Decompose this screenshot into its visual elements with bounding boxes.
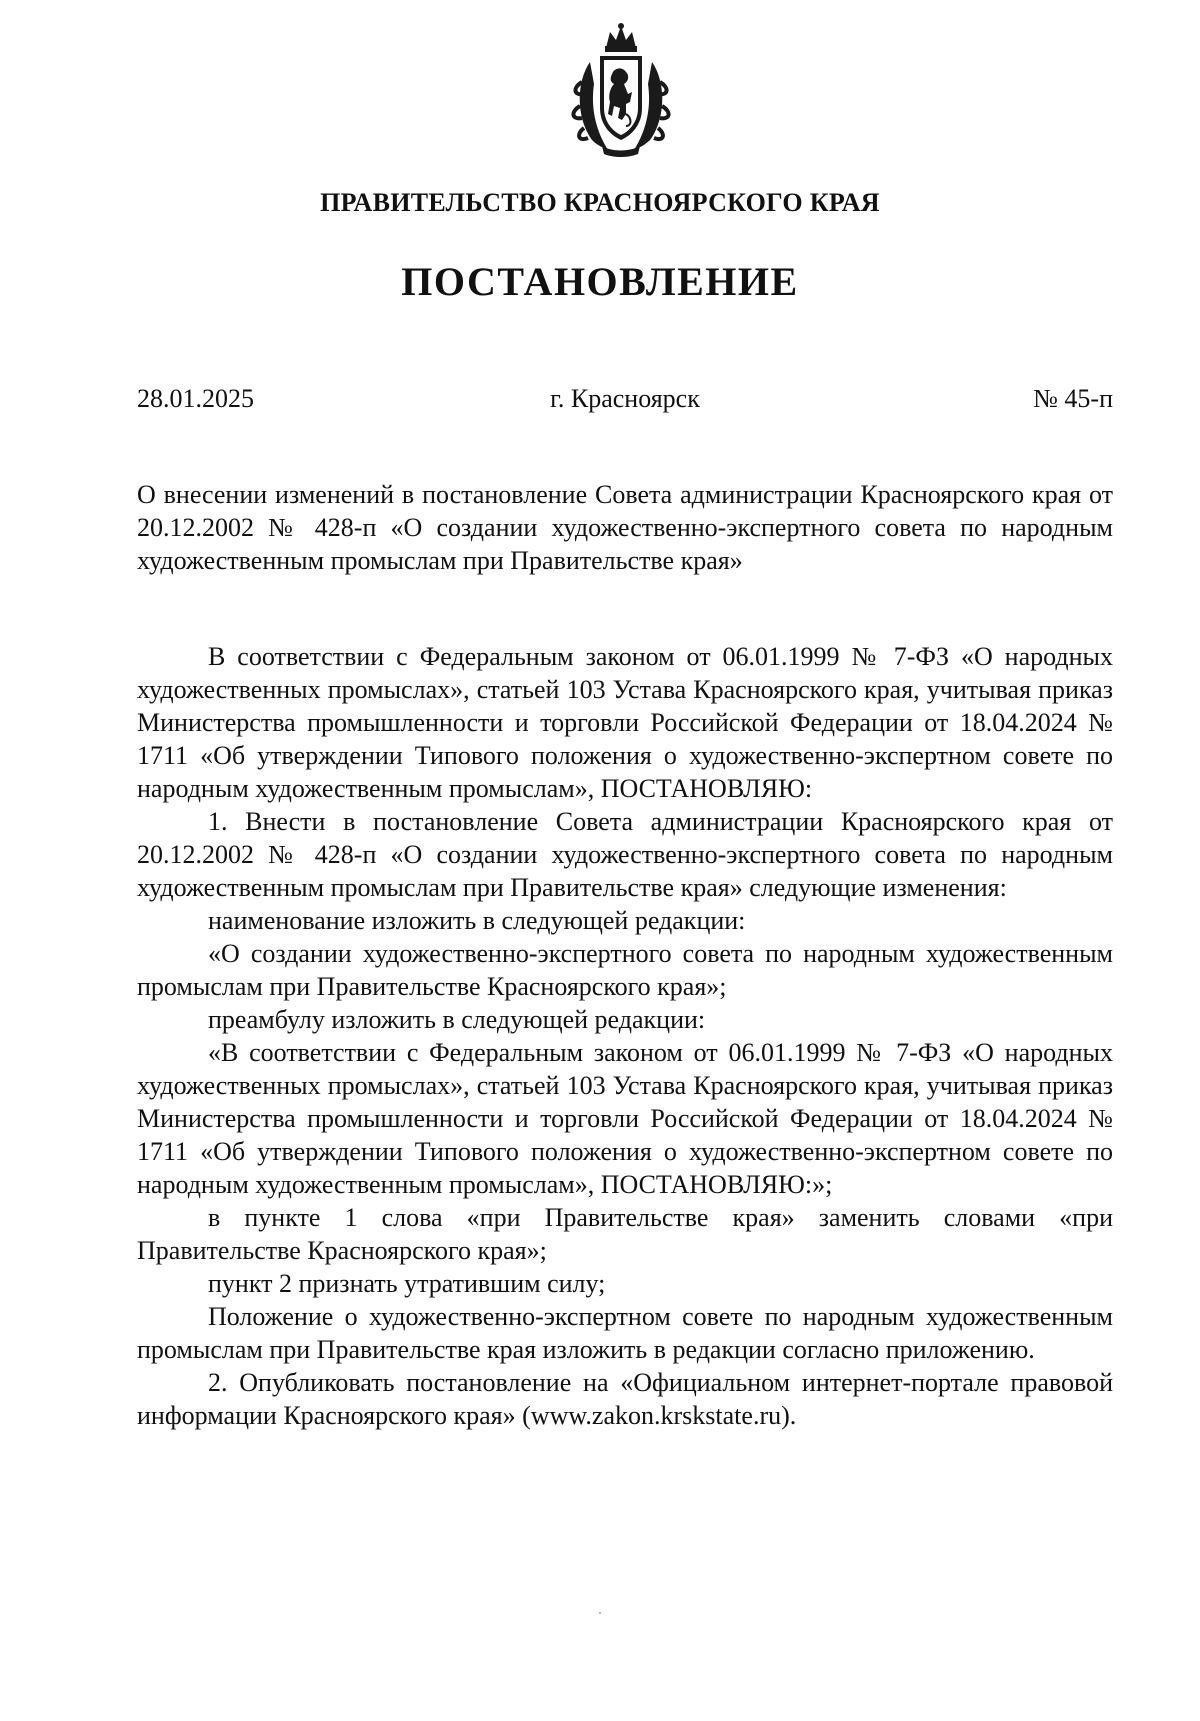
document-meta: [137, 384, 1113, 418]
body-paragraph: «В соответствии с Федеральным законом от 06.01.1999 № 7-ФЗ «О народных художественных промыслах», статьей 103 Устава Красноярского края, учитывая приказ Министерства промышленности и торговли Российской Федерации от 18.04.2024 № 1711 «Об утверждении Типового положения о художественно-экспертном совете по народным художественным промыслам», ПОСТАНОВЛЯЮ:»;: [137, 1038, 1113, 1199]
clause-2-paragraph: 2. Опубликовать постановление на «Официальном интернет-портале правовой информации Красноярского края» (www.zakon.krskstate.ru).: [137, 1368, 1113, 1430]
document-date: 28.01.2025: [137, 384, 254, 413]
body-paragraph: «О создании художественно-экспертного совета по народным художественным промыслам при Правительстве Красноярского края»;: [137, 939, 1113, 1001]
document-number: № 45-п: [1033, 384, 1113, 413]
preamble-paragraph: В соответствии с Федеральным законом от 06.01.1999 № 7-ФЗ «О народных художественных промыслах», статьей 103 Устава Красноярского края, учитывая приказ Министерства промышленности и торговли Российской Федерации от 18.04.2024 № 1711 «Об утверждении Типового положения о художественно-экспертном совете по народным художественным промыслам», ПОСТАНОВЛЯЮ:: [137, 642, 1113, 803]
document-city: г. Красноярск: [550, 384, 700, 413]
document-body: [137, 640, 1113, 1432]
coat-of-arms-icon: [568, 22, 674, 158]
body-paragraph: в пункте 1 слова «при Правительстве края» заменить словами «при Правительстве Красноярского края»;: [137, 1203, 1113, 1265]
scan-speck: [599, 1612, 601, 1614]
document-type-title: ПОСТАНОВЛЕНИЕ: [401, 259, 799, 304]
body-paragraph: наименование изложить в следующей редакции:: [208, 906, 746, 935]
body-paragraph: Положение о художественно-экспертном совете по народным художественным промыслам при Правительстве края изложить в редакции согласно приложению.: [137, 1302, 1113, 1364]
organization-title: ПРАВИТЕЛЬСТВО КРАСНОЯРСКОГО КРАЯ: [320, 188, 880, 217]
clause-1-paragraph: 1. Внести в постановление Совета администрации Красноярского края от 20.12.2002 № 428-п «О создании художественно-экспертного совета по народным художественным промыслам при Правительстве края» следующие изменения:: [137, 807, 1113, 902]
body-paragraph: преамбулу изложить в следующей редакции:: [208, 1005, 706, 1034]
document-subject: О внесении изменений в постановление Совета администрации Красноярского края от 20.12.2002 № 428-п «О создании художественно-экспертного совета по народным художественным промыслам при Правительстве края»: [137, 480, 1113, 575]
body-paragraph: пункт 2 признать утратившим силу;: [208, 1269, 606, 1298]
